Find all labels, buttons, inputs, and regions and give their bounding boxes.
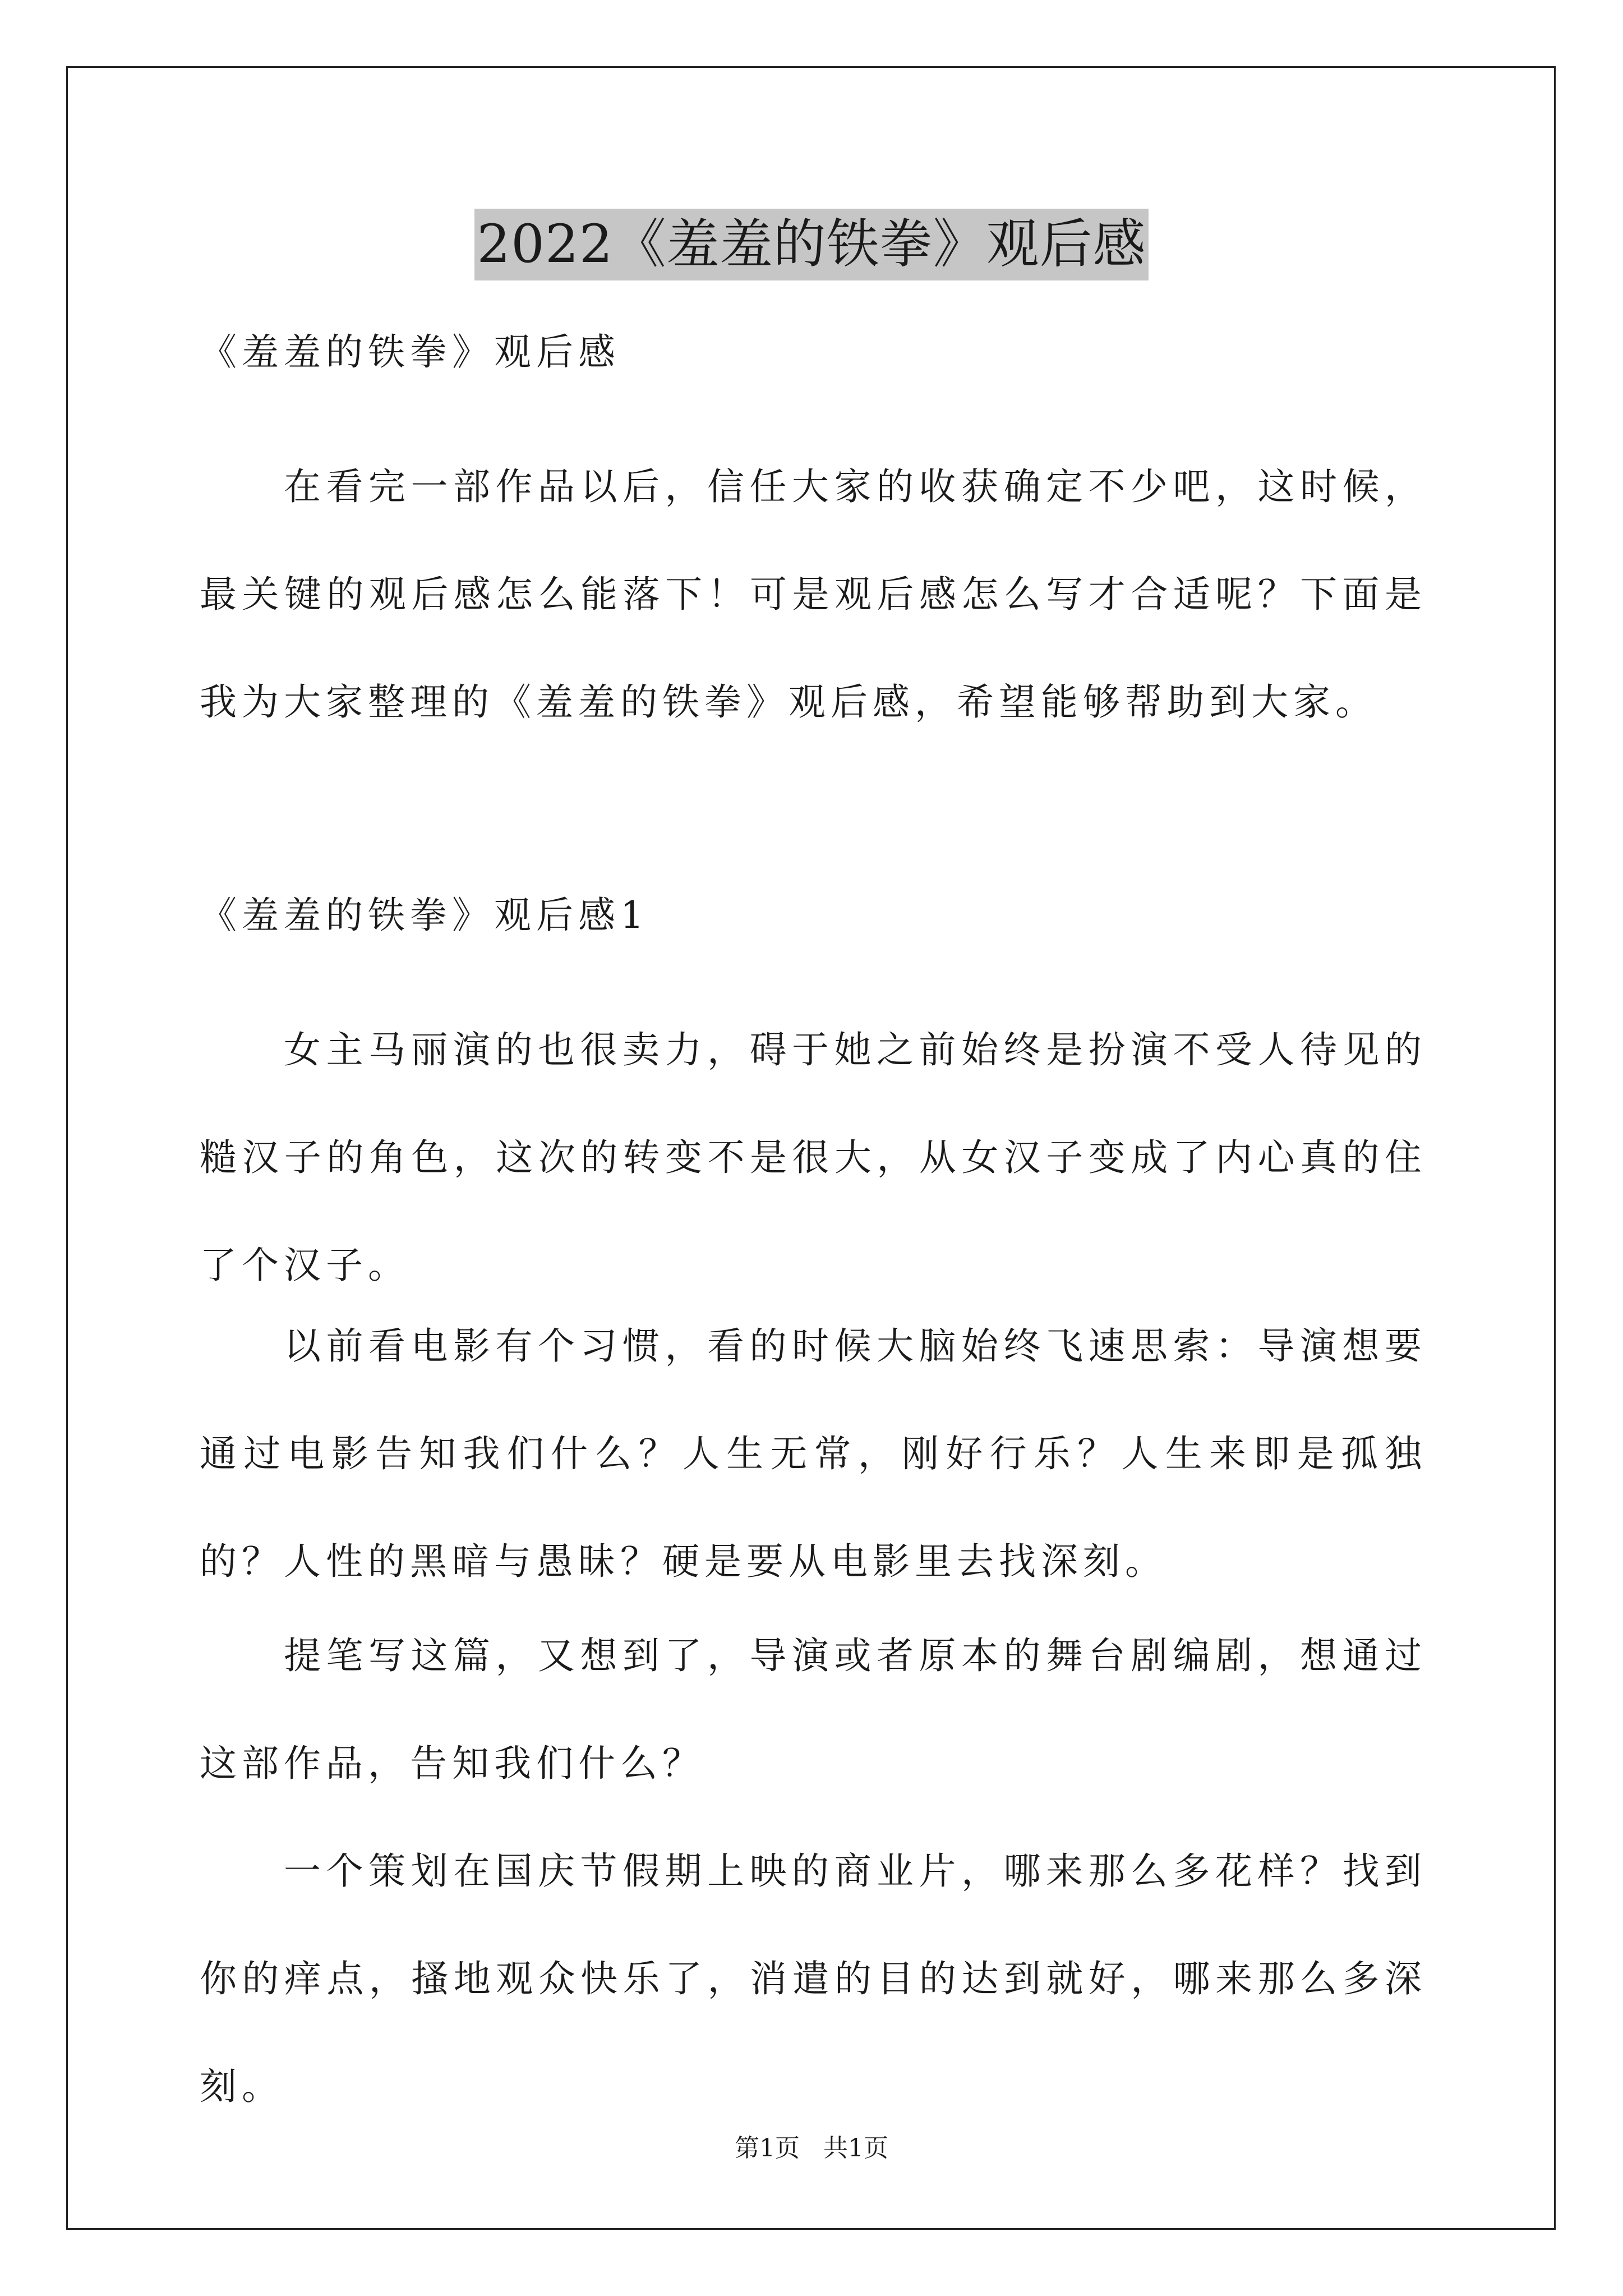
document-title: 2022《羞羞的铁拳》观后感 [474,209,1148,280]
subtitle: 《羞羞的铁拳》观后感 [200,330,620,374]
title-wrapper [0,209,1623,280]
page-number-current: 第1页 [735,2134,800,2162]
body-paragraph-3: 提笔写这篇，又想到了，导演或者原本的舞台剧编剧，想通过这部作品，告知我们什么？ [200,1634,1427,1785]
intro-paragraph: 在看完一部作品以后，信任大家的收获确定不少吧，这时候，最关键的观后感怎么能落下！可是观后感怎么写才合适呢？下面是我为大家整理的《羞羞的铁拳》观后感，希望能够帮助到大家。 [200,465,1427,724]
body-paragraph-1: 女主马丽演的也很卖力，碍于她之前始终是扮演不受人待见的糙汉子的角色，这次的转变不是很大，从女汉子变成了内心真的住了个汉子。 [200,1028,1427,1287]
section-heading: 《羞羞的铁拳》观后感1 [200,894,649,937]
body-paragraph-4: 一个策划在国庆节假期上映的商业片，哪来那么多花样？找到你的痒点，搔地观众快乐了，消遣的目的达到就好，哪来那么多深刻。 [200,1849,1427,2108]
page-number-total: 共1页 [823,2134,888,2162]
body-paragraph-2: 以前看电影有个习惯，看的时候大脑始终飞速思索：导演想要通过电影告知我们什么？人生无常，刚好行乐？人生来即是孤独的？人性的黑暗与愚昧？硬是要从电影里去找深刻。 [200,1324,1427,1583]
page-footer [0,2132,1623,2165]
